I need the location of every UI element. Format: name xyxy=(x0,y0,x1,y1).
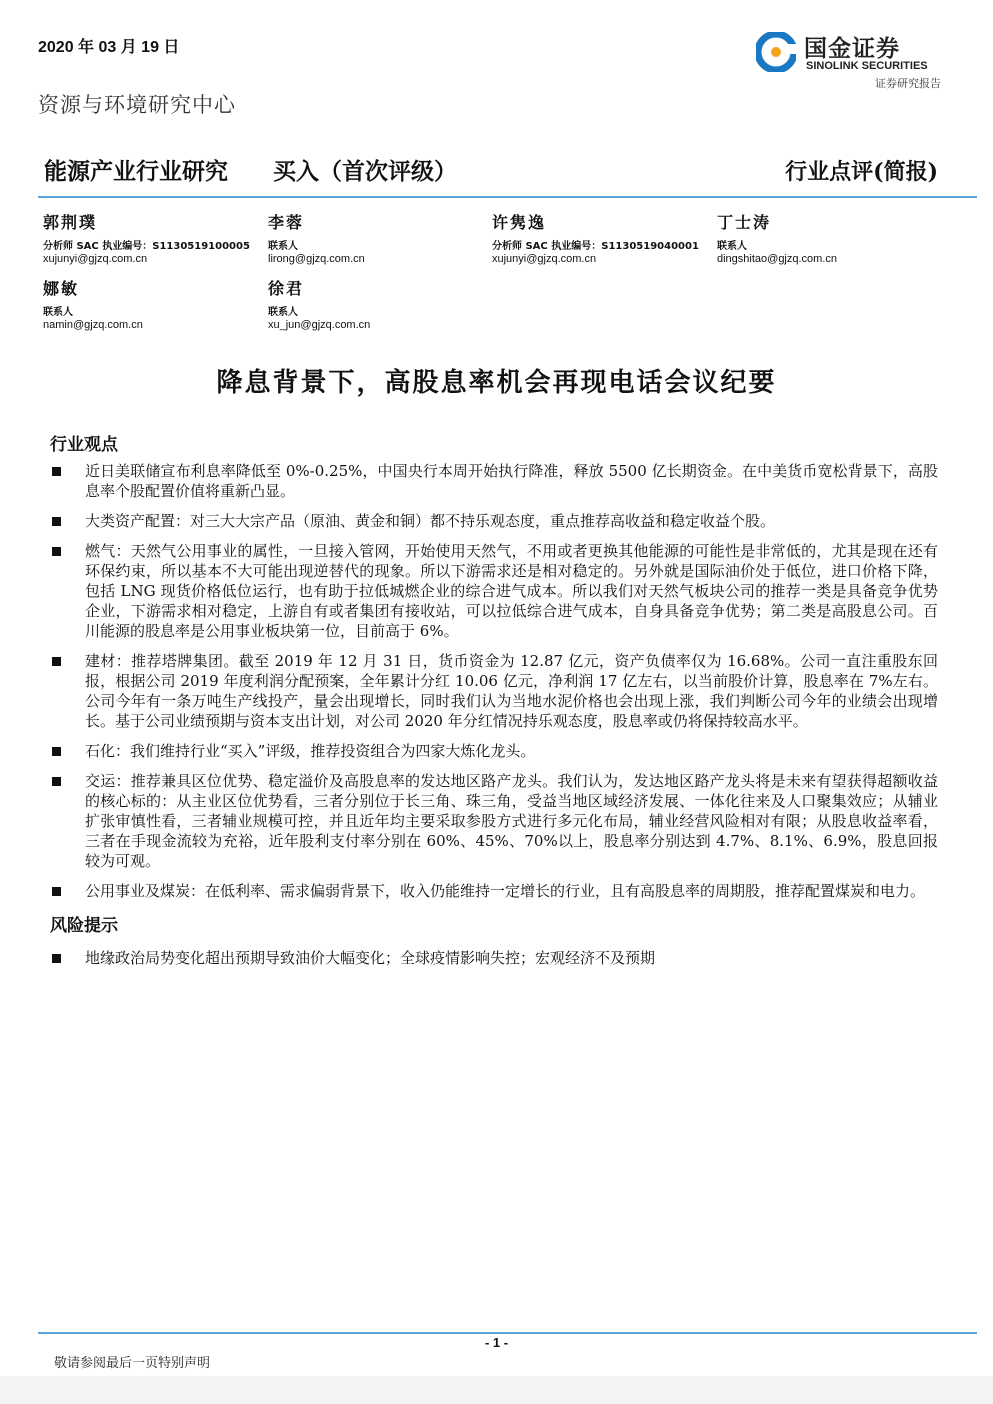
bullet-text: 公用事业及煤炭：在低利率、需求偏弱背景下，收入仍能维持一定增长的行业，且有高股息率的周期股，推荐配置煤炭和电力。 xyxy=(85,882,926,900)
analyst-card xyxy=(268,210,493,265)
report-label: 证券研究报告 xyxy=(875,77,941,90)
bullet-square-icon xyxy=(52,777,61,786)
analyst-name: 徐君 xyxy=(268,279,305,298)
view-bullet-list xyxy=(50,461,938,978)
section-heading-view: 行业观点 xyxy=(50,435,118,455)
analyst-role: 分析师 SAC 执业编号：S1130519040001 xyxy=(492,241,699,252)
analyst-email[interactable]: lirong@gjzq.com.cn xyxy=(268,253,365,265)
bullet-text: 燃气：天然气公用事业的属性，一旦接入管网，开始使用天然气，不用或者更换其他能源的可能性是非常低的，尤其是现在还有环保约束，所以基本不大可能出现逆替代的现象。所以下游需求还是相对稳定的。另外就是国际油价处于低位，进口价格下降，包括 LNG 现货价格低位运行，也有助于拉低城燃企业的综合进气成本。所以我们对天然气板块公司的推荐一类是具备竞争优势企业，下游需求相对稳定，上游自有或者集团有接收站，可以拉低综合进气成本，自身具备竞争优势；第二类是高股息公司。百川能源的股息率是公用事业板块第一位，目前高于 6%。 xyxy=(85,542,938,640)
analyst-role: 联系人 xyxy=(268,241,298,252)
list-item xyxy=(50,881,938,901)
list-item xyxy=(50,741,938,761)
header-divider xyxy=(38,196,977,198)
bullet-square-icon xyxy=(52,747,61,756)
page-number: - 1 - xyxy=(484,1335,509,1350)
footer-divider xyxy=(38,1332,977,1334)
footer-band xyxy=(0,1376,993,1404)
report-title: 降息背景下，高股息率机会再现电话会议纪要 xyxy=(216,368,777,398)
bullet-text: 交运：推荐兼具区位优势、稳定溢价及高股息率的发达地区路产龙头。我们认为，发达地区路产龙头将是未来有望获得超额收益的核心标的：从主业区位优势看，三者分别位于长三角、珠三角，受益当地区域经济发展、一体化往来及人口聚集效应；从辅业扩张审慎性看，三者辅业规模可控，并且近年均主要采取参股方式进行多元化布局，辅业经营风险相对有限；从股息收益率看，三者在手现金流较为充裕，近年股利支付率分别在 60%、45%、70%以上，股息率分别达到 4.7%、8.1%、6.9%，股息回报较为可观。 xyxy=(85,772,938,870)
bullet-square-icon xyxy=(52,887,61,896)
analyst-role: 联系人 xyxy=(717,241,747,252)
list-item xyxy=(50,771,938,871)
logo-text-cn: 国金证券 xyxy=(804,36,900,62)
section-heading-risk: 风险提示 xyxy=(50,916,118,936)
bullet-text: 建材：推荐塔牌集团。截至 2019 年 12 月 31 日，货币资金为 12.87 亿元，资产负债率仅为 16.68%。公司一直注重股东回报，根据公司 2019 年度利润分配预案，全年累计分红 10.06 亿元，净利润 17 亿左右，以当前股价计算，股息率在 7%左右。公司今年有一条万吨生产线投产，量会出现增长，同时我们认为当地水泥价格也会出现上涨，我们判断公司今年的业绩会出现增长。基于公司业绩预期与资本支出计划，对公司 2020 年分红情况持乐观态度，股息率或仍将保持较高水平。 xyxy=(85,652,938,730)
report-type: 行业点评(简报) xyxy=(785,159,938,185)
analyst-name: 丁士涛 xyxy=(717,213,772,232)
bullet-square-icon xyxy=(52,547,61,556)
rating: 买入（首次评级） xyxy=(273,159,457,185)
analyst-name: 许隽逸 xyxy=(492,213,547,232)
analyst-email[interactable]: namin@gjzq.com.cn xyxy=(43,319,143,331)
bullet-square-icon xyxy=(52,517,61,526)
analyst-card xyxy=(43,276,268,331)
bullet-text: 近日美联储宣布利息率降低至 0%-0.25%，中国央行本周开始执行降准，释放 5500 亿长期资金。在中美货币宽松背景下，高股息率个股配置价值将重新凸显。 xyxy=(85,462,938,500)
analyst-name: 李蓉 xyxy=(268,213,305,232)
disclaimer-note: 敬请参阅最后一页特别声明 xyxy=(54,1356,211,1371)
company-logo xyxy=(756,30,946,76)
sector-title: 能源产业行业研究 xyxy=(44,159,228,185)
analyst-email[interactable]: dingshitao@gjzq.com.cn xyxy=(717,253,838,265)
bullet-text: 大类资产配置：对三大大宗产品（原油、黄金和铜）都不持乐观态度，重点推荐高收益和稳定收益个股。 xyxy=(85,512,776,530)
analyst-email[interactable]: xujunyi@gjzq.com.cn xyxy=(43,253,148,265)
bullet-square-icon xyxy=(52,467,61,476)
analyst-name: 郭荆璞 xyxy=(43,213,98,232)
analyst-card xyxy=(492,210,717,265)
logo-mark-icon xyxy=(756,32,796,72)
logo-text-en: SINOLINK SECURITIES xyxy=(806,60,928,72)
analyst-role: 分析师 SAC 执业编号：S1130519100005 xyxy=(43,241,250,252)
bullet-text: 地缘政治局势变化超出预期导致油价大幅变化；全球疫情影响失控；宏观经济不及预期 xyxy=(85,949,656,967)
bullet-square-icon xyxy=(52,954,61,963)
bullet-square-icon xyxy=(52,657,61,666)
analyst-name: 娜敏 xyxy=(43,279,80,298)
analyst-email[interactable]: xu_jun@gjzq.com.cn xyxy=(268,319,371,331)
list-item xyxy=(50,511,938,531)
analyst-card xyxy=(268,276,493,331)
bullet-text: 石化：我们维持行业“买入”评级，推荐投资组合为四家大炼化龙头。 xyxy=(85,742,536,760)
list-item xyxy=(50,651,938,731)
analyst-email[interactable]: xujunyi@gjzq.com.cn xyxy=(492,253,597,265)
analyst-card xyxy=(717,210,942,265)
list-item xyxy=(50,541,938,641)
list-item xyxy=(50,948,938,968)
analyst-card xyxy=(43,210,268,265)
analyst-role: 联系人 xyxy=(268,307,298,318)
report-date: 2020 年 03 月 19 日 xyxy=(38,39,180,56)
research-center: 资源与环境研究中心 xyxy=(38,93,236,117)
list-item xyxy=(50,461,938,501)
analyst-role: 联系人 xyxy=(43,307,73,318)
